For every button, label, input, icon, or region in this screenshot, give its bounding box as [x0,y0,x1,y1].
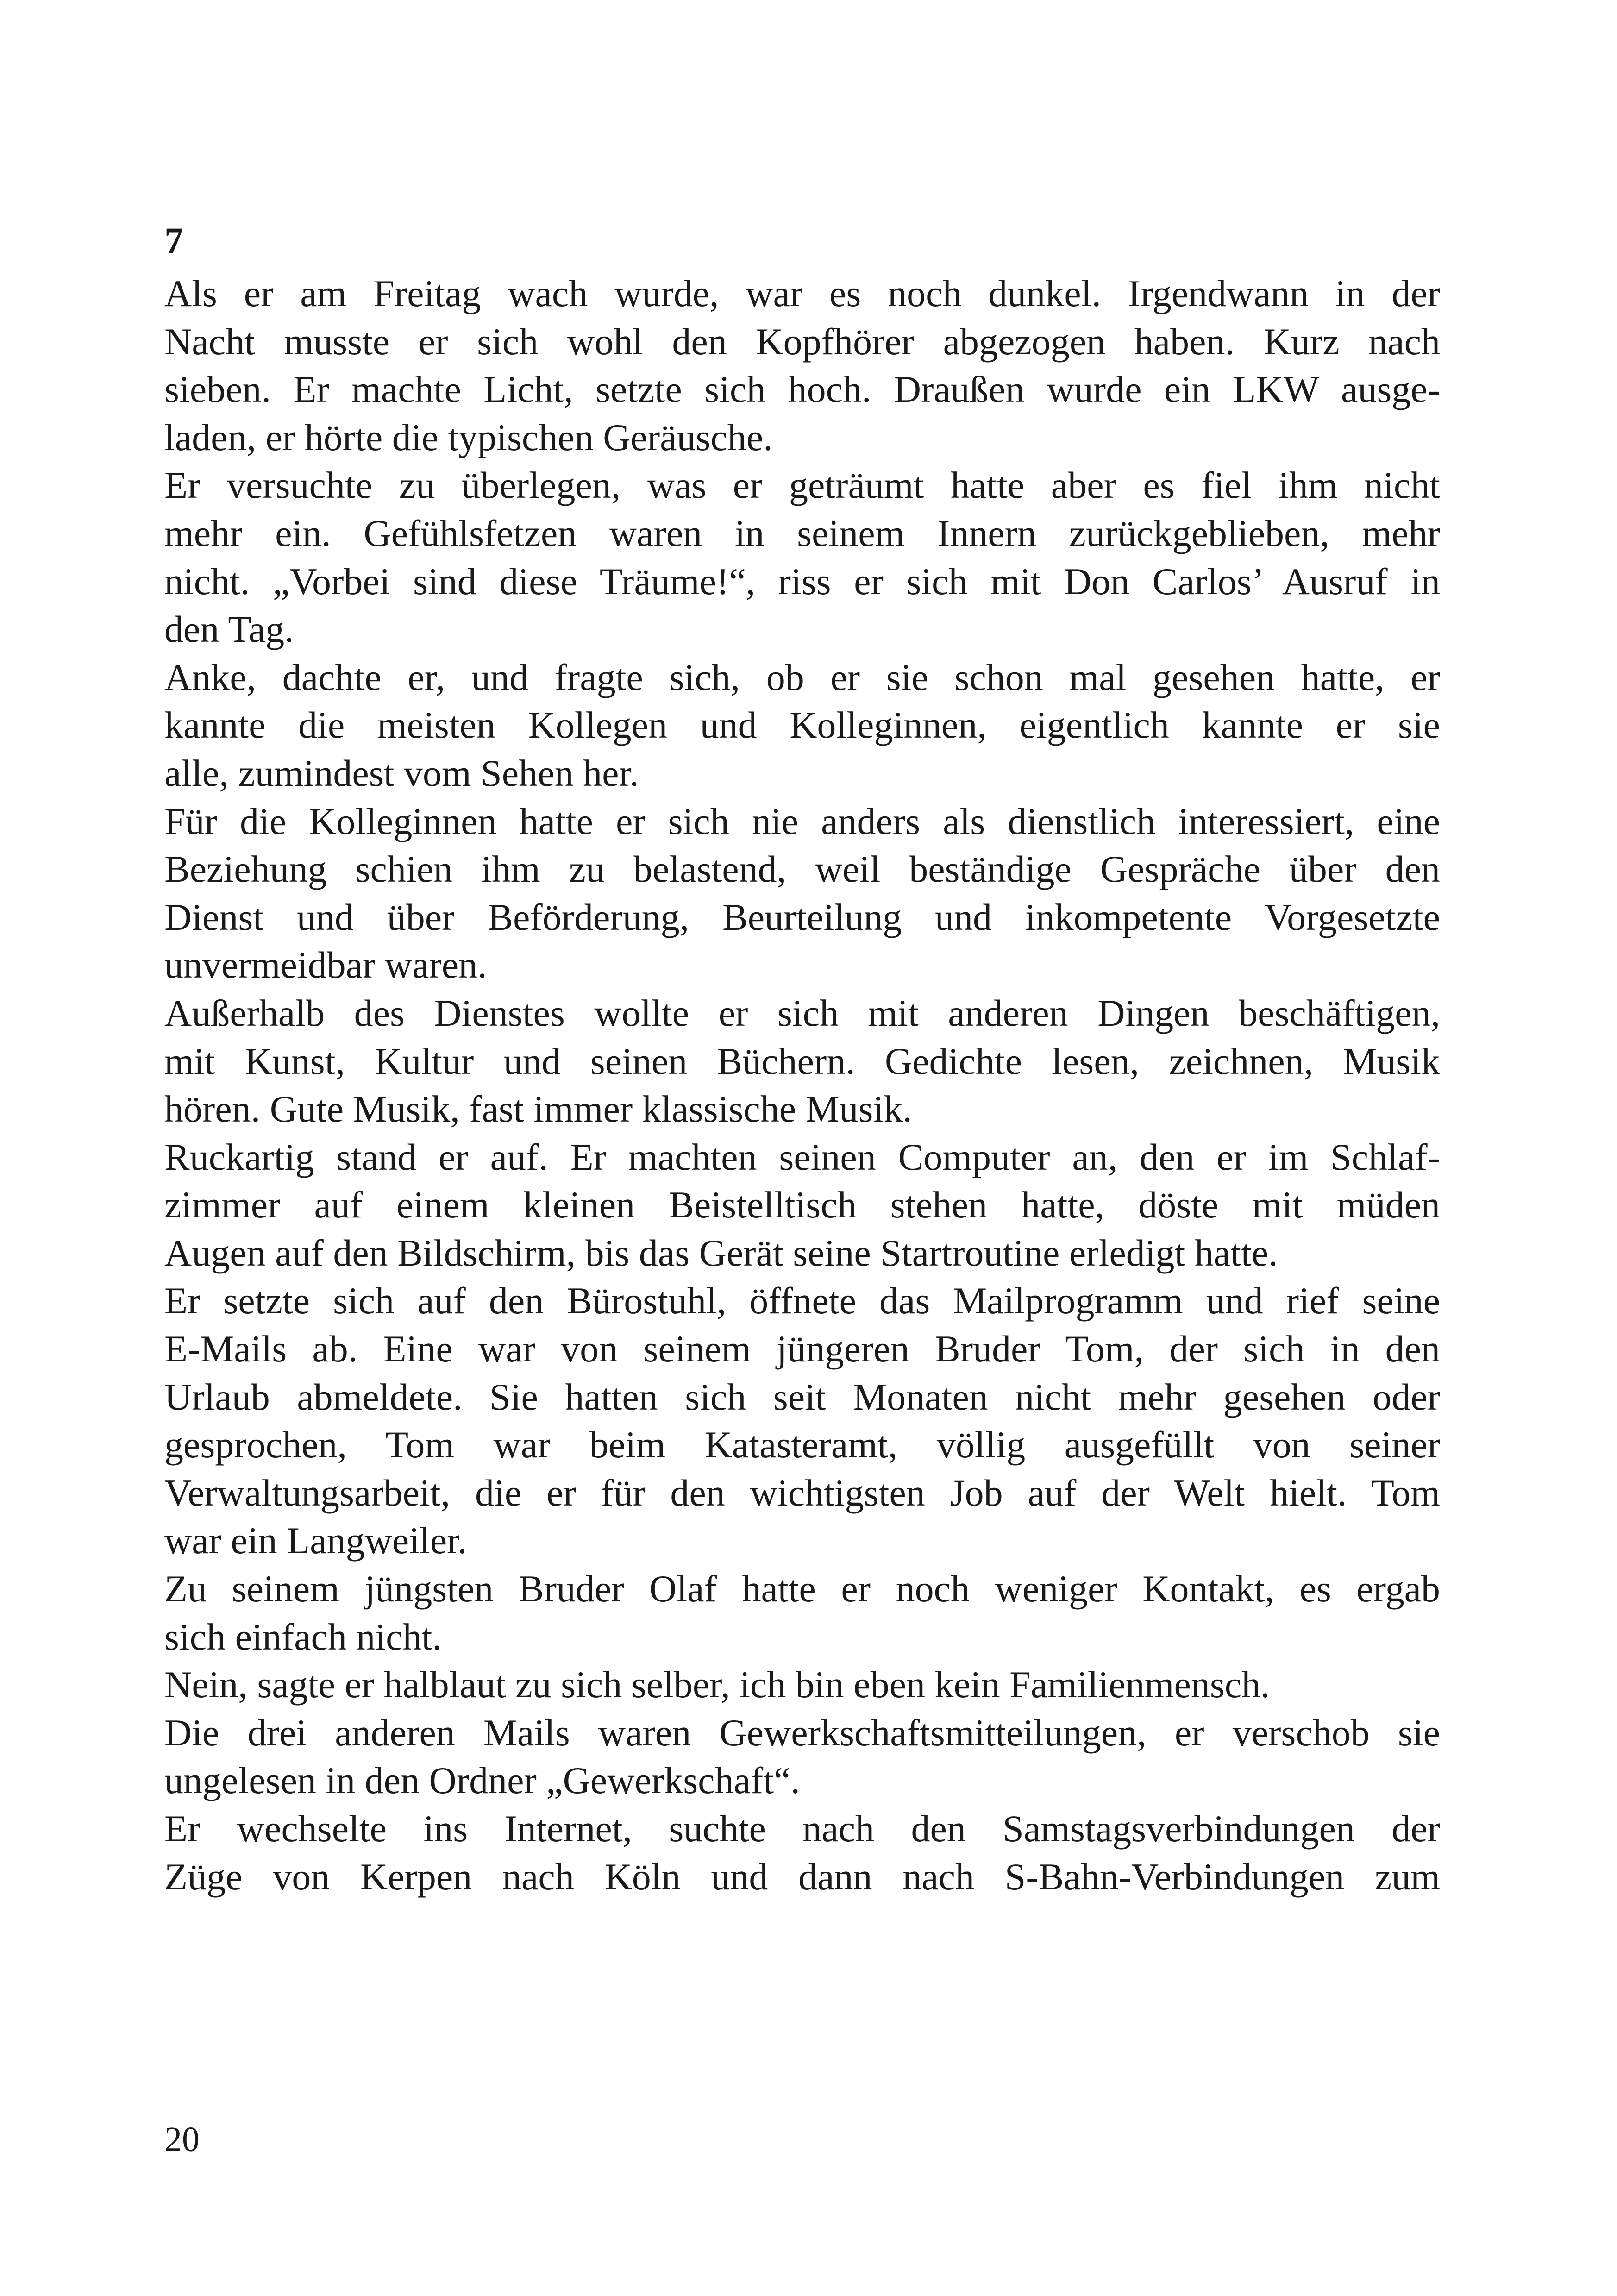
body-text [164,270,1440,1901]
chapter-number: 7 [164,220,183,262]
text-line: Als er am Freitag wach wurde, war es noch dunkel. Irgendwann in der [164,272,1440,314]
text-line: Er setzte sich auf den Bürostuhl, öffnete das Mailprogramm und rief seine [164,1280,1440,1322]
text-line: nicht. „Vorbei sind diese Träume!“, riss er sich mit Don Carlos’ Ausruf in [164,560,1440,602]
text-line: Die drei anderen Mails waren Gewerkschaftsmitteilungen, er verschob sie [164,1711,1440,1754]
text-line: gesprochen, Tom war beim Katasteramt, völlig ausgefüllt von seiner [164,1424,1440,1466]
text-line: alle, zumindest vom Sehen her. [164,752,639,794]
text-line: Urlaub abmeldete. Sie hatten sich seit Monaten nicht mehr gesehen oder [164,1375,1440,1418]
text-line: Dienst und über Beförderung, Beurteilung und inkompetente Vorgesetzte [164,896,1440,938]
text-line: unvermeidbar waren. [164,944,487,986]
text-line: Nein, sagte er halblaut zu sich selber, ich bin eben kein Familienmensch. [164,1663,1270,1706]
text-line: Er versuchte zu überlegen, was er geträumt hatte aber es fiel ihm nicht [164,464,1440,507]
text-line: den Tag. [164,608,294,651]
text-line: kannte die meisten Kollegen und Kolleginnen, eigentlich kannte er sie [164,704,1440,747]
text-line: mit Kunst, Kultur und seinen Büchern. Gedichte lesen, zeichnen, Musik [164,1040,1440,1082]
text-line: Er wechselte ins Internet, suchte nach den Samstagsverbindungen der [164,1807,1440,1850]
text-line: laden, er hörte die typischen Geräusche. [164,416,773,458]
text-line: Anke, dachte er, und fragte sich, ob er sie schon mal gesehen hatte, er [164,656,1440,698]
text-line: sich einfach nicht. [164,1615,442,1658]
text-line: war ein Langweiler. [164,1519,467,1562]
text-line: ungelesen in den Ordner „Gewerkschaft“. [164,1759,800,1802]
text-line: Ruckartig stand er auf. Er machten seinen Computer an, den er im Schlaf- [164,1135,1440,1178]
text-line: Beziehung schien ihm zu belastend, weil beständige Gespräche über den [164,848,1440,891]
text-line: mehr ein. Gefühlsfetzen waren in seinem Innern zurückgeblieben, mehr [164,512,1440,554]
text-line: Augen auf den Bildschirm, bis das Gerät seine Startroutine erledigt hatte. [164,1231,1278,1274]
text-line: Nacht musste er sich wohl den Kopfhörer abgezogen haben. Kurz nach [164,320,1440,363]
text-line: Für die Kolleginnen hatte er sich nie anders als dienstlich interessiert, eine [164,800,1440,842]
text-line: zimmer auf einem kleinen Beistelltisch stehen hatte, döste mit müden [164,1184,1440,1226]
text-line: Zu seinem jüngsten Bruder Olaf hatte er noch weniger Kontakt, es ergab [164,1568,1440,1610]
text-line: E-Mails ab. Eine war von seinem jüngeren Bruder Tom, der sich in den [164,1328,1440,1370]
text-line: hören. Gute Musik, fast immer klassische Musik. [164,1088,912,1130]
text-line: sieben. Er machte Licht, setzte sich hoch. Draußen wurde ein LKW ausge- [164,368,1440,411]
text-line: Außerhalb des Dienstes wollte er sich mit anderen Dingen beschäftigen, [164,991,1440,1034]
page-number: 20 [164,2120,200,2159]
text-line: Züge von Kerpen nach Köln und dann nach S-Bahn-Verbindungen zum [164,1855,1440,1898]
text-line: Verwaltungsarbeit, die er für den wichtigsten Job auf der Welt hielt. Tom [164,1471,1440,1514]
